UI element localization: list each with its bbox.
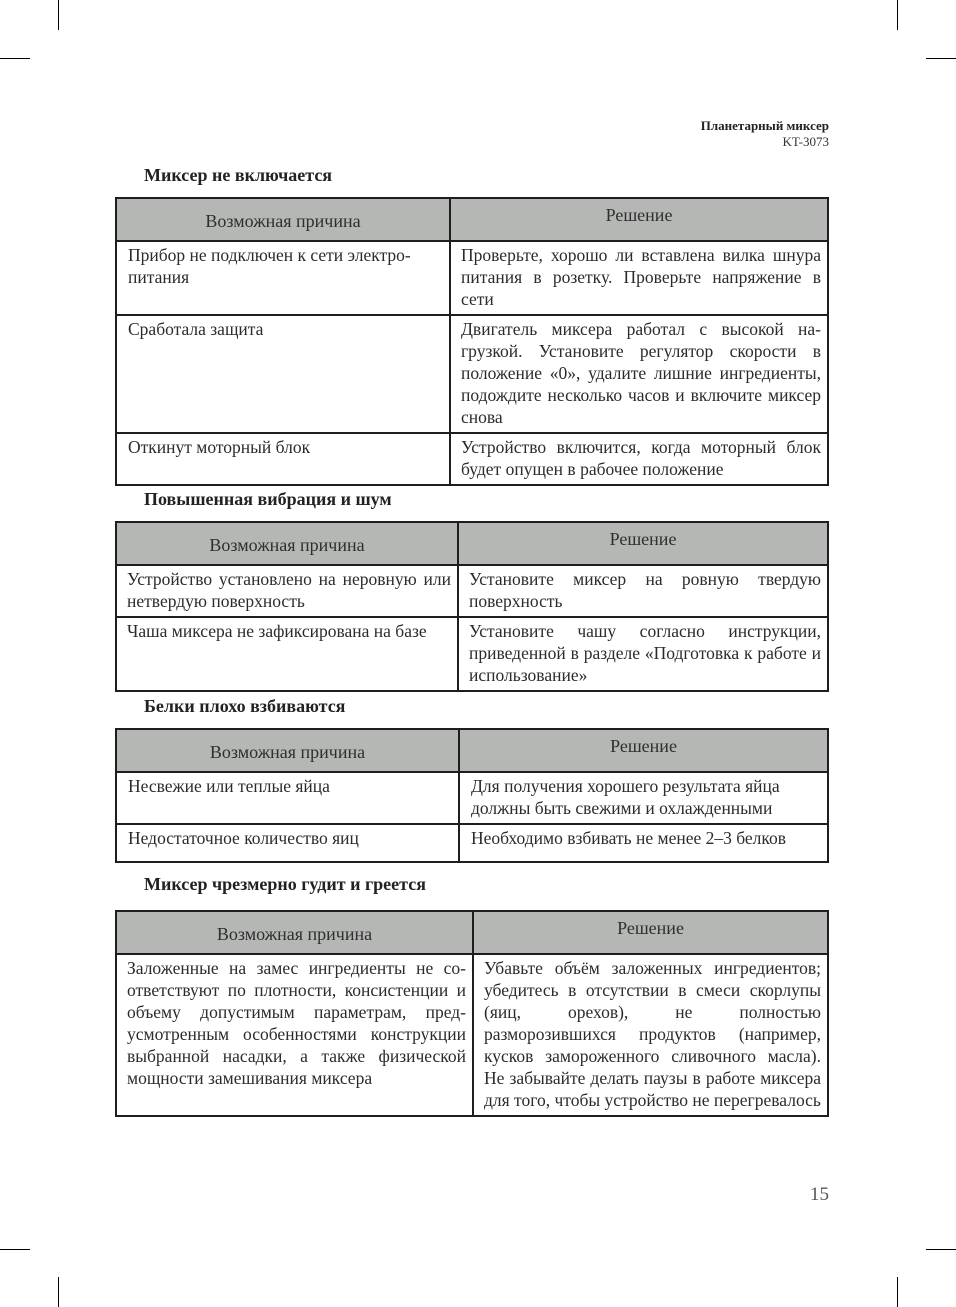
crop-mark-bottom-right-h	[926, 1249, 956, 1250]
cause-cell: Устройство установлено на неровную или нетвердую поверхность	[116, 565, 458, 617]
section-title: Повышенная вибрация и шум	[144, 489, 392, 509]
cause-cell: Несвежие или теплые яйца	[116, 772, 459, 824]
column-header-cause: Возможная причина	[116, 911, 473, 954]
table-header-row	[116, 198, 828, 241]
solution-cell: Установите миксер на ровную твердую поверхность	[458, 565, 828, 617]
solution-cell: Проверьте, хорошо ли вставлена вилка шнура питания в розетку. Проверьте напряжение в сети	[450, 241, 828, 315]
table-row	[116, 241, 828, 315]
solution-cell: Установите чашу согласно инструкции, приведенной в разделе «Подготовка к работе и использование»	[458, 617, 828, 691]
crop-mark-bottom-right-v	[897, 1277, 898, 1307]
troubleshooting-table	[115, 910, 829, 1117]
column-header-solution: Решение	[450, 198, 828, 241]
solution-cell: Для получения хорошего результата яйца должны быть свежими и охлажденными	[459, 772, 828, 824]
table-row	[116, 617, 828, 691]
crop-mark-top-left-v	[58, 0, 59, 30]
section-title: Миксер не включается	[144, 165, 333, 185]
cause-cell: Заложенные на замес ингредиенты не соответствуют по плотности, консистенции и объему допустимым параметрам, предусмотренным особенностями конструкции выбранной насадки, а также физической мощности замешивания миксера	[116, 954, 473, 1116]
column-header-cause: Возможная причина	[116, 729, 459, 772]
crop-mark-top-left-h	[0, 58, 30, 59]
column-header-solution: Решение	[459, 729, 828, 772]
crop-mark-bottom-left-v	[58, 1277, 59, 1307]
table-row	[116, 433, 828, 485]
crop-mark-top-right-h	[926, 58, 956, 59]
cause-cell: Сработала защита	[116, 315, 450, 433]
table-row	[116, 824, 828, 862]
cause-cell: Прибор не подключен к сети электропитания	[116, 241, 450, 315]
troubleshooting-table	[115, 728, 829, 863]
table-row	[116, 954, 828, 1116]
solution-cell: Необходимо взбивать не менее 2–3 белков	[459, 824, 828, 862]
troubleshooting-table	[115, 197, 829, 486]
table-header-row	[116, 911, 828, 954]
solution-cell: Убавьте объём заложенных ингредиентов; убедитесь в отсутствии в смеси скорлупы (яиц, орехов), не полностью разморозившихся продуктов (например, кусков замороженного сливочного масла). Не забывайте делать паузы в работе миксера для того, чтобы устройство не перегревалось	[473, 954, 828, 1116]
column-header-cause: Возможная причина	[116, 522, 458, 565]
crop-mark-top-right-v	[897, 0, 898, 30]
section-title: Миксер чрезмерно гудит и греется	[144, 874, 426, 894]
table-row	[116, 772, 828, 824]
troubleshooting-table	[115, 521, 829, 692]
model-number: KT-3073	[782, 134, 829, 149]
section-title: Белки плохо взбиваются	[144, 696, 346, 716]
cause-cell: Чаша миксера не зафиксирована на базе	[116, 617, 458, 691]
product-title: Планетарный миксер	[700, 118, 829, 133]
table-row	[116, 315, 828, 433]
running-head	[701, 118, 829, 150]
crop-mark-bottom-left-h	[0, 1249, 30, 1250]
cause-cell: Откинут моторный блок	[116, 433, 450, 485]
column-header-solution: Решение	[458, 522, 828, 565]
solution-cell: Устройство включится, когда моторный блок будет опущен в рабочее положение	[450, 433, 828, 485]
table-header-row	[116, 729, 828, 772]
solution-cell: Двигатель миксера работал с высокой нагрузкой. Установите регулятор скорости в положение «0», удалите лишние ингредиенты, подождите несколько часов и включите миксер снова	[450, 315, 828, 433]
cause-cell: Недостаточное количество яиц	[116, 824, 459, 862]
table-row	[116, 565, 828, 617]
table-header-row	[116, 522, 828, 565]
column-header-solution: Решение	[473, 911, 828, 954]
column-header-cause: Возможная причина	[116, 198, 450, 241]
page-number: 15	[810, 1184, 829, 1205]
